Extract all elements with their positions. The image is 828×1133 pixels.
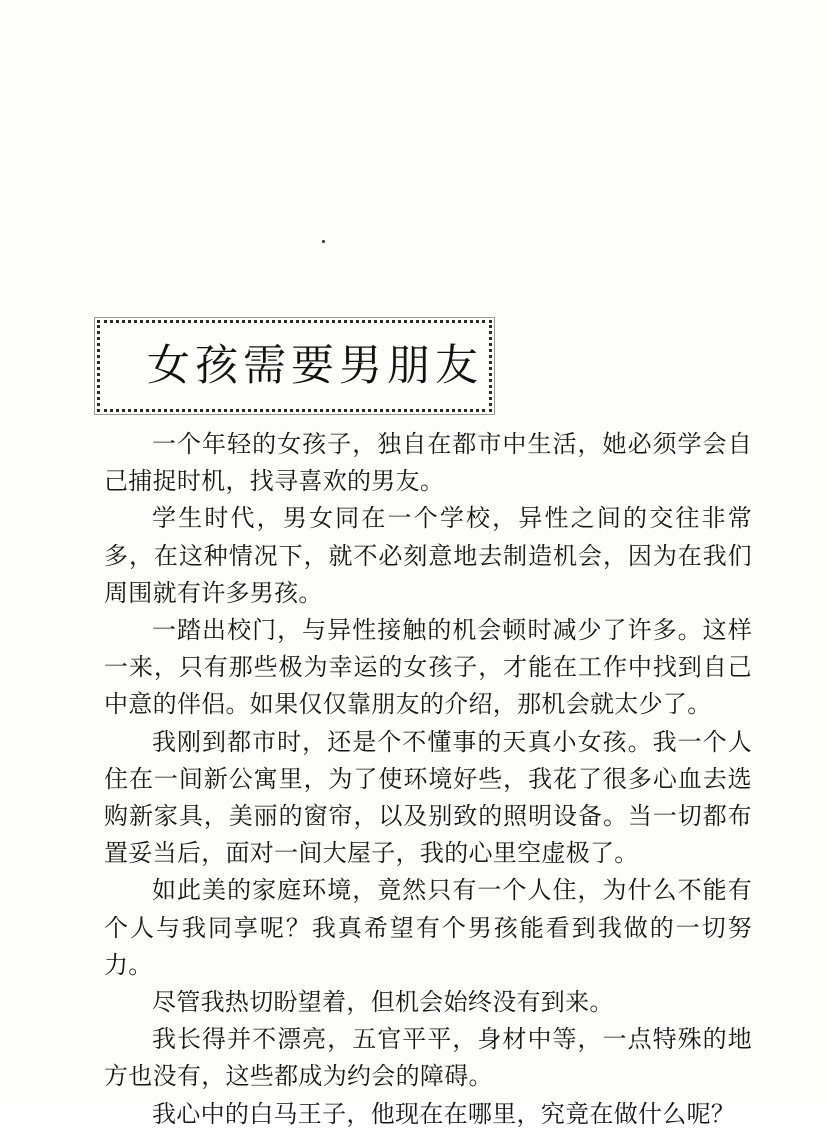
- paragraph-8: 我心中的白马王子，他现在在哪里，究竟在做什么呢？: [152, 1099, 736, 1128]
- body-text: [104, 426, 752, 1133]
- paragraph-5: 如此美的家庭环境，竟然只有一个人住，为什么不能有个人与我同享呢？我真希望有个男孩能看到我做的一切努力。: [104, 876, 752, 979]
- chapter-title: 女孩需要男朋友: [147, 341, 483, 391]
- print-speck: [322, 240, 325, 243]
- paragraph-6: 尽管我热切盼望着，但机会始终没有到来。: [152, 988, 614, 1017]
- paragraph-7: 我长得并不漂亮，五官平平，身材中等，一点特殊的地方也没有，这些都成为约会的障碍。: [104, 1025, 752, 1091]
- paragraph-3: 一踏出校门，与异性接触的机会顿时减少了许多。这样一来，只有那些极为幸运的女孩子，才能在工作中找到自己中意的伴侣。如果仅仅靠朋友的介绍，那机会就太少了。: [104, 616, 752, 719]
- paragraph-4: 我刚到都市时，还是个不懂事的天真小女孩。我一个人住在一间新公寓里，为了使环境好些，我花了很多心血去选购新家具，美丽的窗帘，以及别致的照明设备。当一切都布置妥当后，面对一间大屋子，我的心里空虚极了。: [104, 727, 752, 868]
- paragraph-1: 一个年轻的女孩子，独自在都市中生活，她必须学会自己捕捉时机，找寻喜欢的男友。: [104, 430, 752, 496]
- paragraph-2: 学生时代，男女同在一个学校，异性之间的交往非常多，在这种情况下，就不必刻意地去制造机会，因为在我们周围就有许多男孩。: [104, 504, 752, 607]
